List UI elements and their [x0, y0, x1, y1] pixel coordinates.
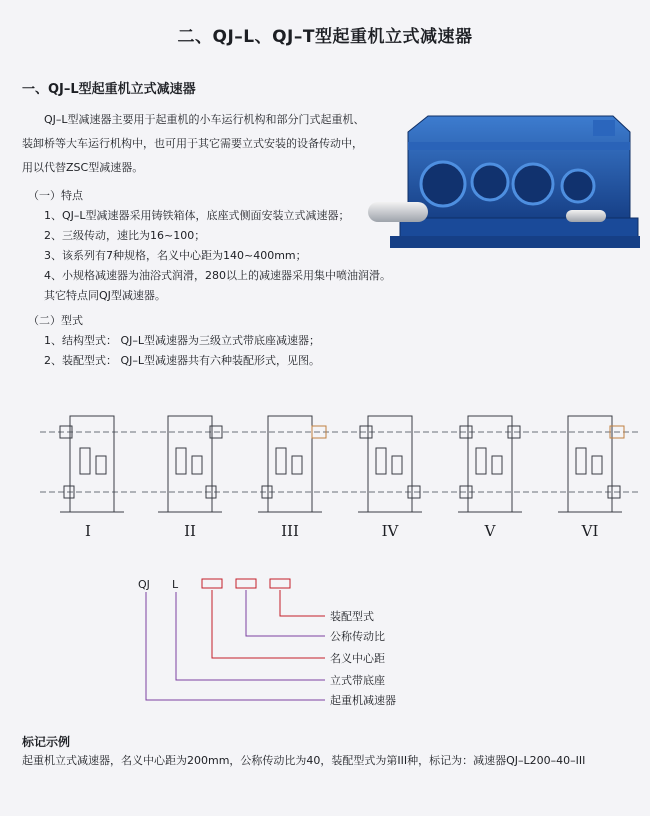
diagram-label-6: VI — [581, 522, 599, 540]
page-title: 二、QJ–L、QJ–T型起重机立式减速器 — [177, 27, 473, 47]
diagram-label-1: I — [85, 522, 91, 540]
features-list — [44, 206, 391, 306]
example-title: 标记示例 — [22, 735, 71, 749]
types-title: （二）型式 — [28, 314, 83, 327]
code-label-center-distance: 名义中心距 — [330, 652, 385, 665]
code-box-center-distance — [202, 579, 222, 588]
code-prefix-l: L — [172, 578, 179, 591]
code-label-crane-reducer: 起重机减速器 — [330, 694, 396, 707]
reducer-product-image — [368, 102, 640, 262]
intro-paragraph: QJ–L型减速器主要用于起重机的小车运行机构和部分门式起重机、装卸桥等大车运行机构中，也可用于其它需要立式安装的设备传动中，用以代替ZSC型减速器。 — [22, 113, 365, 174]
feature-item: 2、三级传动，速比为16~100； — [44, 229, 206, 242]
type-item: 1、结构型式： QJ–L型减速器为三级立式带底座减速器； — [44, 334, 321, 347]
code-label-base: 立式带底座 — [330, 674, 385, 687]
code-label-assembly: 装配型式 — [330, 610, 374, 623]
assembly-diagram-6 — [542, 412, 638, 522]
features-title: （一）特点 — [28, 189, 83, 202]
assembly-diagram-5 — [442, 412, 538, 522]
feature-item: 3、该系列有7种规格，名义中心距为140~400mm； — [44, 249, 307, 262]
diagram-label-2: II — [184, 522, 196, 540]
code-label-ratio: 公称传动比 — [330, 630, 385, 643]
assembly-diagram-3 — [242, 412, 338, 522]
designation-diagram — [120, 572, 440, 712]
diagram-label-4: IV — [381, 522, 399, 540]
diagram-label-3: III — [281, 522, 299, 540]
code-prefix-qj: QJ — [138, 578, 150, 591]
feature-item: 1、QJ–L型减速器采用铸铁箱体，底座式侧面安装立式减速器； — [44, 209, 350, 222]
assembly-diagrams — [30, 412, 640, 552]
code-box-ratio — [236, 579, 256, 588]
assembly-diagram-4 — [342, 412, 438, 522]
types-list — [44, 331, 320, 371]
code-box-assembly — [270, 579, 290, 588]
feature-item: 其它特点同QJ型减速器。 — [44, 289, 166, 302]
diagram-label-5: V — [484, 522, 496, 540]
feature-item: 4、小规格减速器为油浴式润滑，280以上的减速器采用集中喷油润滑。 — [44, 269, 391, 282]
example-text: 起重机立式减速器，名义中心距为200mm，公称传动比为40，装配型式为第III种，标记为：减速器QJ–L200–40–III — [22, 754, 586, 767]
assembly-diagram-2 — [142, 412, 238, 522]
assembly-diagram-1 — [40, 412, 136, 522]
type-item: 2、装配型式： QJ–L型减速器共有六种装配形式，见图。 — [44, 354, 321, 367]
section-title: 一、QJ–L型起重机立式减速器 — [22, 82, 196, 97]
